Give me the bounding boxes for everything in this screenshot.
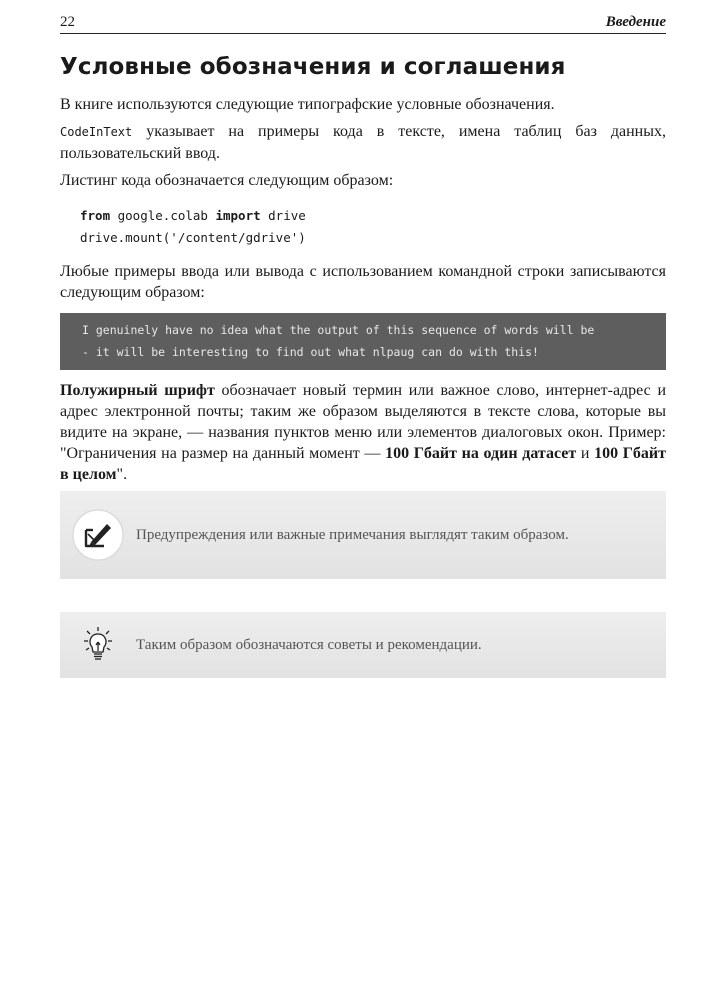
code-line-1 — [80, 205, 666, 227]
tip-icon-wrap — [60, 625, 136, 665]
page-header — [60, 14, 666, 34]
pen-note-icon — [71, 508, 125, 562]
bold-paragraph-text: обозначает новый термин или важное слово, интернет-адрес и адрес электронной почты; таким же образом выделяются в тексте слова, которые вы видите на экране, — названия пунктов меню или элементов диалоговых окон. Пример: "Ограничения на размер на данный момент — — [60, 382, 667, 462]
code-line-2: drive.mount('/content/gdrive') — [80, 230, 306, 245]
warning-note — [60, 491, 666, 579]
console-line-2: - it will be interesting to find out what nlpaug can do with this! — [82, 345, 539, 359]
bold-paragraph-text: и — [576, 445, 595, 462]
codeintext-term: CodeInText — [60, 125, 133, 139]
page-number: 22 — [60, 14, 75, 30]
code-keyword: import — [215, 208, 261, 223]
bold-paragraph — [60, 380, 666, 485]
section-title: Условные обозначения и соглашения — [60, 54, 566, 80]
codeintext-paragraph — [60, 121, 666, 164]
bold-term: Полужирный шрифт — [60, 382, 215, 399]
code-keyword: from — [80, 208, 111, 223]
warning-icon-wrap — [60, 508, 136, 562]
bold-paragraph-text: ". — [116, 466, 128, 483]
lightbulb-icon — [78, 625, 118, 665]
console-block — [60, 313, 666, 370]
tip-text: Таким образом обозначаются советы и рекомендации. — [136, 636, 482, 653]
code-module: google.colab — [110, 208, 216, 223]
intro-paragraph: В книге используются следующие типографские условные обозначения. — [60, 96, 555, 113]
tip-note — [60, 612, 666, 678]
listing-intro: Листинг кода обозначается следующим образом: — [60, 172, 394, 189]
chapter-title: Введение — [605, 14, 666, 30]
page — [60, 14, 666, 491]
warning-text: Предупреждения или важные примечания выглядят таким образом. — [136, 526, 569, 543]
bold-example-2: 100 Гбайт в целом — [60, 445, 666, 483]
code-name: drive — [260, 208, 306, 223]
codeintext-desc: указывает на примеры кода в тексте, имена таблиц баз данных, пользовательский ввод. — [60, 123, 666, 162]
code-block — [80, 205, 666, 249]
console-intro: Любые примеры ввода или вывода с использованием командной строки записываются следующим образом: — [60, 263, 666, 301]
bold-example-1: 100 Гбайт на один датасет — [385, 445, 577, 462]
console-line-1: I genuinely have no idea what the output of this sequence of words will be — [82, 323, 595, 337]
